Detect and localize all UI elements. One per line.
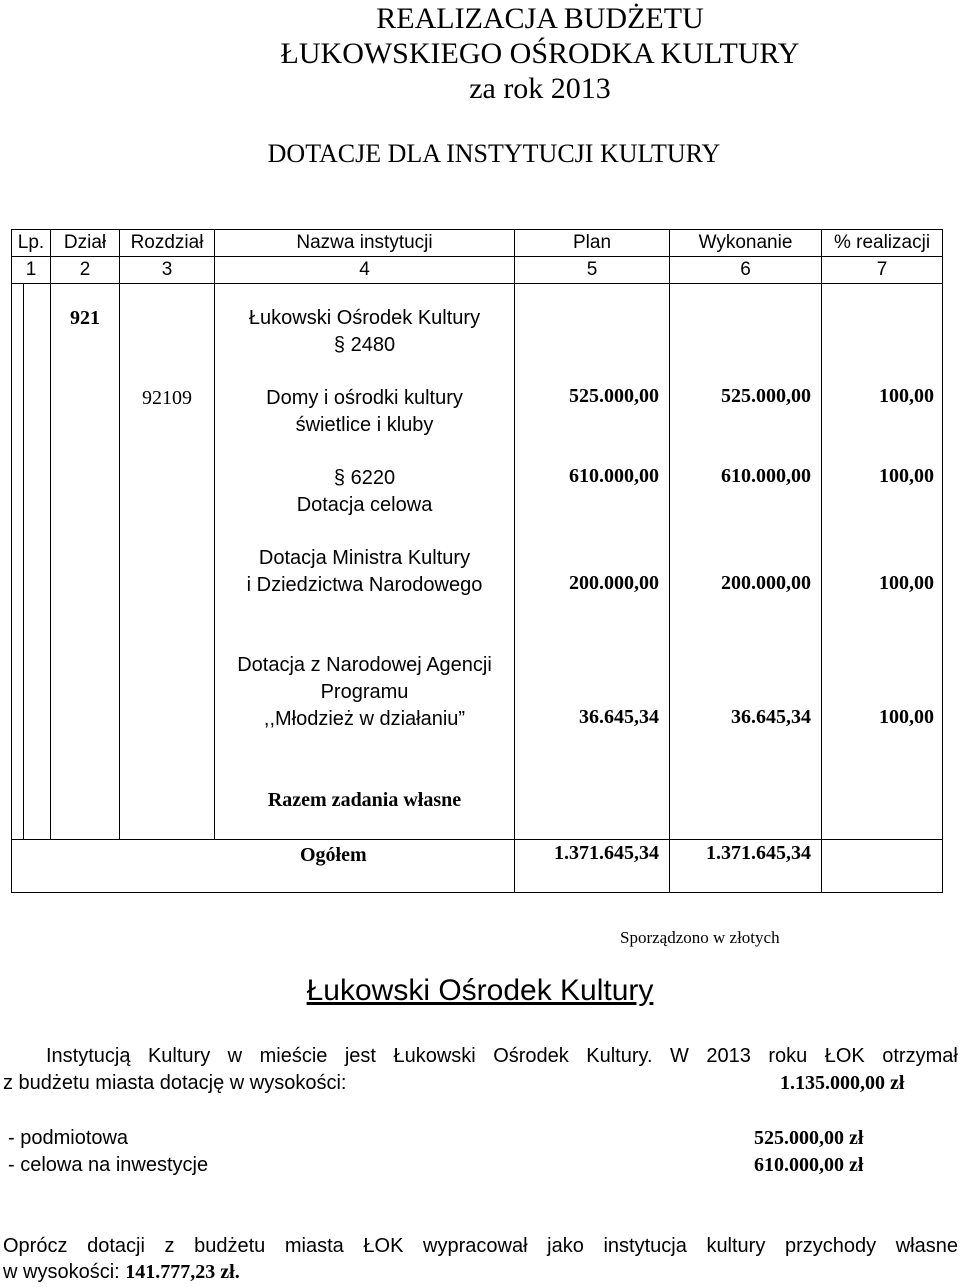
razem-label: Razem zadania własne <box>267 789 462 811</box>
row-name-line: świetlice i kluby <box>295 414 434 436</box>
paragraph-1-amount: 1.135.000,00 zł <box>780 1072 905 1094</box>
row-plan: 610.000,00 <box>569 465 659 487</box>
row-procent: 100,00 <box>879 385 934 407</box>
col-number: 1 <box>25 259 37 280</box>
col-number: 6 <box>740 259 751 280</box>
row-wykonanie: 36.645,34 <box>731 706 811 728</box>
currency-note: Sporządzono w złotych <box>620 928 780 947</box>
paragraph-1-line-1: Instytucją Kultury w mieście jest Łukowski Ośrodek Kultury. W 2013 roku ŁOK otrzymał <box>46 1045 958 1067</box>
title-line-3: za rok 2013 <box>469 72 611 105</box>
row-wykonanie: 610.000,00 <box>721 465 811 487</box>
item-label: - podmiotowa <box>8 1127 129 1149</box>
item-label: - celowa na inwestycje <box>8 1154 209 1176</box>
col-number: 3 <box>161 259 173 280</box>
row-procent: 100,00 <box>879 465 934 487</box>
rozdzial-value: 92109 <box>142 387 192 409</box>
row-plan: 200.000,00 <box>569 572 659 594</box>
institution-name: Łukowski Ośrodek Kultury <box>248 307 481 329</box>
dzial-value: 921 <box>70 307 100 329</box>
row-name-line: ,,Młodzież w działaniu” <box>263 708 466 730</box>
col-number: 7 <box>876 259 888 280</box>
row-name-line: § 6220 <box>333 467 396 489</box>
col-wykonanie-header: Wykonanie <box>698 232 793 253</box>
row-name-line: Dotacja celowa <box>296 494 433 516</box>
row-name-line: Dotacja z Narodowej Agencji <box>237 654 492 676</box>
row-procent: 100,00 <box>879 572 934 594</box>
col-number: 2 <box>79 259 91 280</box>
paragraph-2-amount: 141.777,23 zł. <box>125 1261 240 1283</box>
col-plan-header: Plan <box>572 232 612 253</box>
col-procent-header: % realizacji <box>833 232 931 253</box>
row-name-line: Programu <box>320 681 409 703</box>
row-wykonanie: 200.000,00 <box>721 572 811 594</box>
row-name-line: Dotacja Ministra Kultury <box>258 547 471 569</box>
col-lp-header: Lp. <box>17 232 45 253</box>
row-plan: 36.645,34 <box>579 706 659 728</box>
col-number: 4 <box>359 259 370 280</box>
ogolem-wykonanie: 1.371.645,34 <box>706 842 811 864</box>
row-procent: 100,00 <box>879 706 934 728</box>
title-line-2: ŁUKOWSKIEGO OŚRODKA KULTURY <box>280 37 800 70</box>
item-amount: 610.000,00 zł <box>754 1154 864 1176</box>
col-nazwa-header: Nazwa instytucji <box>296 232 433 253</box>
row-name-line: Domy i ośrodki kultury <box>266 387 463 409</box>
paragraph-1-line-2: z budżetu miasta dotację w wysokości: <box>3 1072 347 1094</box>
title-line-1: REALIZACJA BUDŻETU <box>376 2 704 35</box>
col-number: 5 <box>586 259 598 280</box>
row-plan: 525.000,00 <box>569 385 659 407</box>
row-name-line: i Dziedzictwa Narodowego <box>246 574 483 596</box>
ogolem-label: Ogółem <box>300 844 367 866</box>
institution-paragraph: § 2480 <box>333 334 396 356</box>
item-amount: 525.000,00 zł <box>754 1127 864 1149</box>
section-heading: Łukowski Ośrodek Kultury <box>306 974 654 1007</box>
subtitle: DOTACJE DLA INSTYTUCJI KULTURY <box>267 139 721 168</box>
paragraph-2-line-2: w wysokości: 141.777,23 zł. <box>3 1261 240 1283</box>
ogolem-plan: 1.371.645,34 <box>554 842 659 864</box>
row-wykonanie: 525.000,00 <box>721 385 811 407</box>
col-rozdzial-header: Rozdział <box>130 232 204 253</box>
paragraph-2-line-1: Oprócz dotacji z budżetu miasta ŁOK wypracował jako instytucja kultury przychody własne <box>3 1235 958 1257</box>
col-dzial-header: Dział <box>63 232 107 253</box>
